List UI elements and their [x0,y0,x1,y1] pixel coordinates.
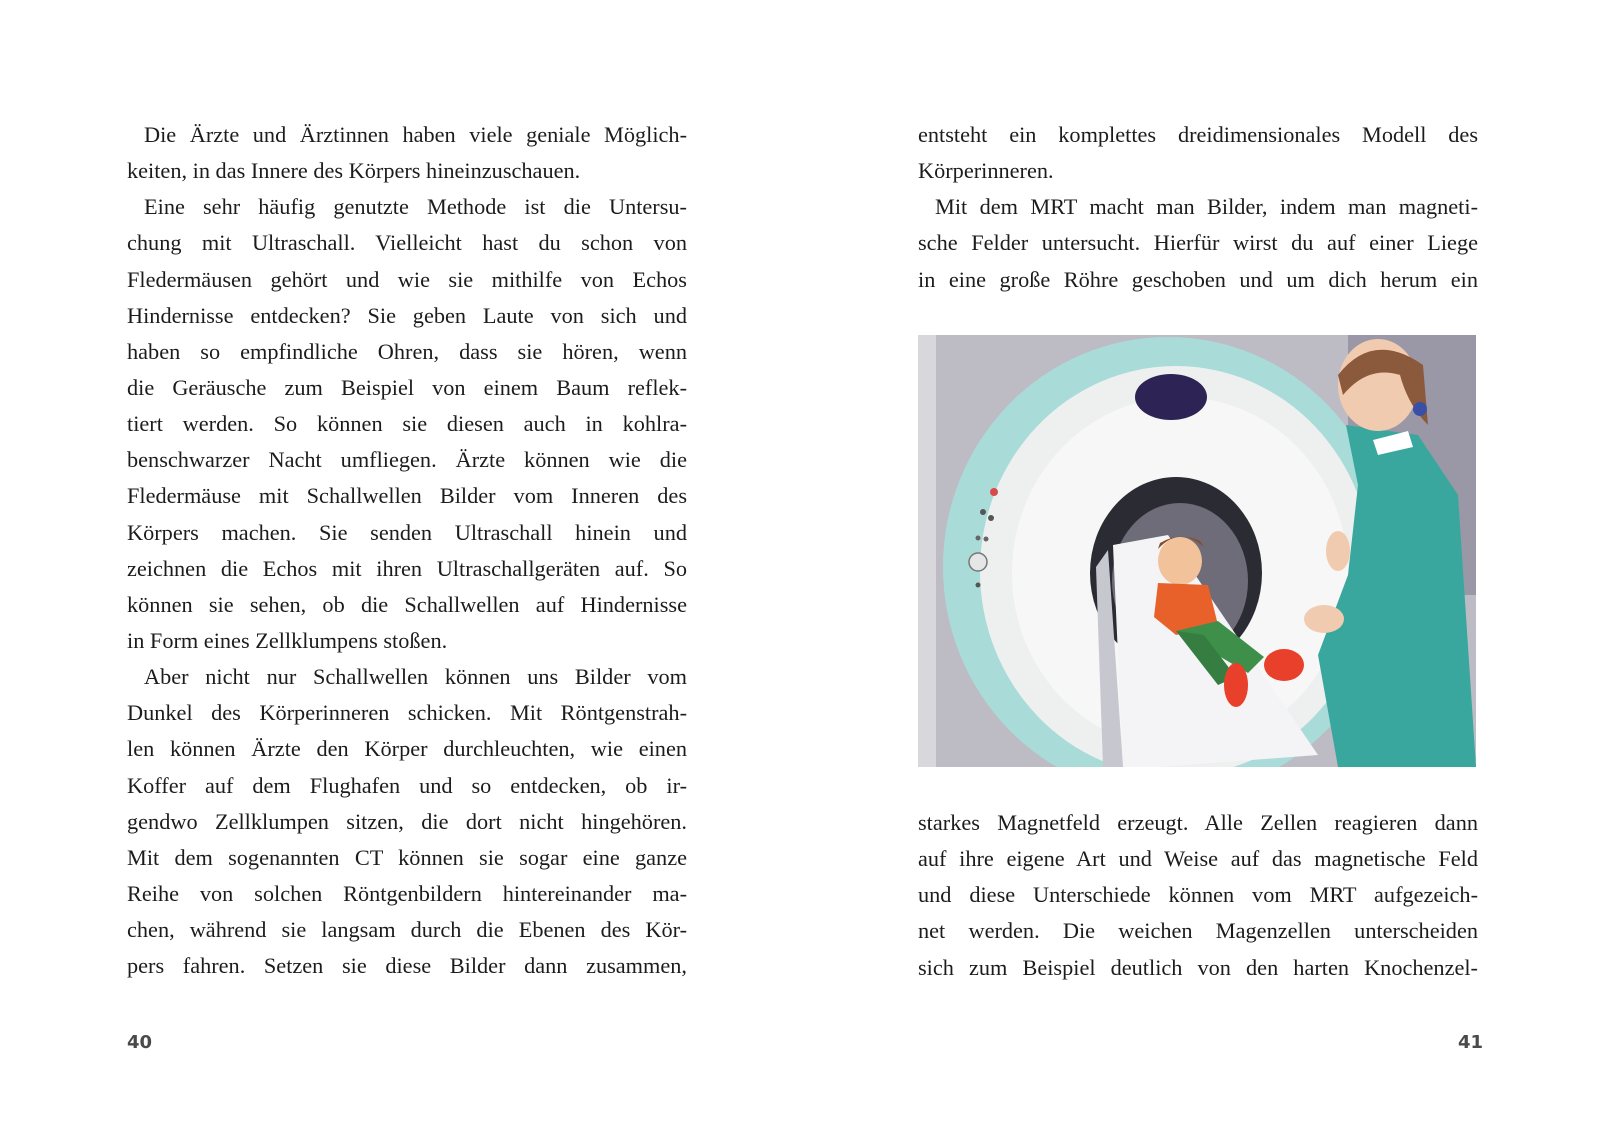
text-line: chen, während sie langsam durch die Ebenen des Kör- [127,917,687,943]
text-line: können sie sehen, ob die Schallwellen auf Hindernisse [127,591,687,617]
text-line: zeichnen die Echos mit ihren Ultraschallgeräten auf. So [127,555,687,581]
right-page-text-upper [918,117,1478,298]
child-sock [1224,663,1248,707]
text-line: Die Ärzte und Ärztinnen haben viele geniale Möglich- [144,122,687,147]
text-line: Aber nicht nur Schallwellen können uns Bilder vom [144,664,687,690]
control-button-icon [976,583,981,588]
text-line: in eine große Röhre geschoben und um dich herum ein [918,266,1478,292]
control-button-icon [984,537,989,542]
text-line: Koffer auf dem Flughafen und so entdecken, ob ir- [127,772,687,798]
right-page-text-lower [918,805,1478,986]
text-line: tiert werden. So können sie diesen auch in kohlra- [127,411,687,437]
text-line: benschwarzer Nacht umfliegen. Ärzte können wie die [127,447,687,473]
hair-tie-icon [1413,402,1427,416]
control-dial-icon [969,553,987,571]
text-line: entsteht ein komplettes dreidimensionales Modell des [918,122,1478,147]
left-page-text [127,117,687,984]
text-line: net werden. Die weichen Magenzellen unterscheiden [918,918,1478,944]
mri-illustration [918,335,1476,767]
page-number-left: 40 [127,1032,153,1053]
text-line: Fledermäuse mit Schallwellen Bilder vom Inneren des [127,483,687,509]
text-line: haben so empfindliche Ohren, dass sie hören, wenn [127,338,687,364]
text-line: len können Ärzte den Körper durchleuchten, wie einen [127,736,687,762]
text-line: Fledermäusen gehört und wie sie mithilfe von Echos [127,266,687,292]
text-line: Dunkel des Körperinneren schicken. Mit Röntgenstrah- [127,700,687,726]
text-line: chung mit Ultraschall. Vielleicht hast du schon von [127,230,687,256]
text-line: Hindernisse entdecken? Sie geben Laute von sich und [127,302,687,328]
text-line: und diese Unterschiede können vom MRT aufgezeich- [918,882,1478,908]
page-number-right: 41 [1458,1032,1484,1053]
text-line: Reihe von solchen Röntgenbildern hintereinander ma- [127,880,687,906]
text-line: pers fahren. Setzen sie diese Bilder dann zusammen, [127,953,687,979]
text-line: Körpers machen. Sie senden Ultraschall hinein und [127,519,687,545]
control-button-icon [990,488,998,496]
child-sock [1264,649,1304,681]
control-button-icon [976,536,981,541]
nurse-hand [1326,531,1350,571]
scanner-display-icon [1135,374,1207,420]
text-line: sche Felder untersucht. Hierfür wirst du auf einer Liege [918,230,1478,256]
child-head [1158,537,1202,585]
text-line: auf ihre eigene Art und Weise auf das magnetische Feld [918,846,1478,872]
text-line: starkes Magnetfeld erzeugt. Alle Zellen reagieren dann [918,810,1478,835]
text-line: Eine sehr häufig genutzte Methode ist die Untersu- [144,194,687,220]
text-line: Mit dem MRT macht man Bilder, indem man magneti- [935,194,1478,220]
text-line: Mit dem sogenannten CT können sie sogar eine ganze [127,844,687,870]
text-line: Körperinneren. [918,158,1054,184]
text-line: keiten, in das Innere des Körpers hineinzuschauen. [127,158,581,184]
text-line: in Form eines Zellklumpens stoßen. [127,627,448,653]
text-line: gendwo Zellklumpen sitzen, die dort nicht hingehören. [127,808,687,834]
mri-scene-svg [918,335,1476,767]
text-line: sich zum Beispiel deutlich von den harten Knochenzel- [918,954,1478,980]
wall-edge [918,335,936,767]
nurse-hand [1304,605,1344,633]
text-line: die Geräusche zum Beispiel von einem Baum reflek- [127,374,687,400]
control-button-icon [980,509,986,515]
control-button-icon [988,515,994,521]
